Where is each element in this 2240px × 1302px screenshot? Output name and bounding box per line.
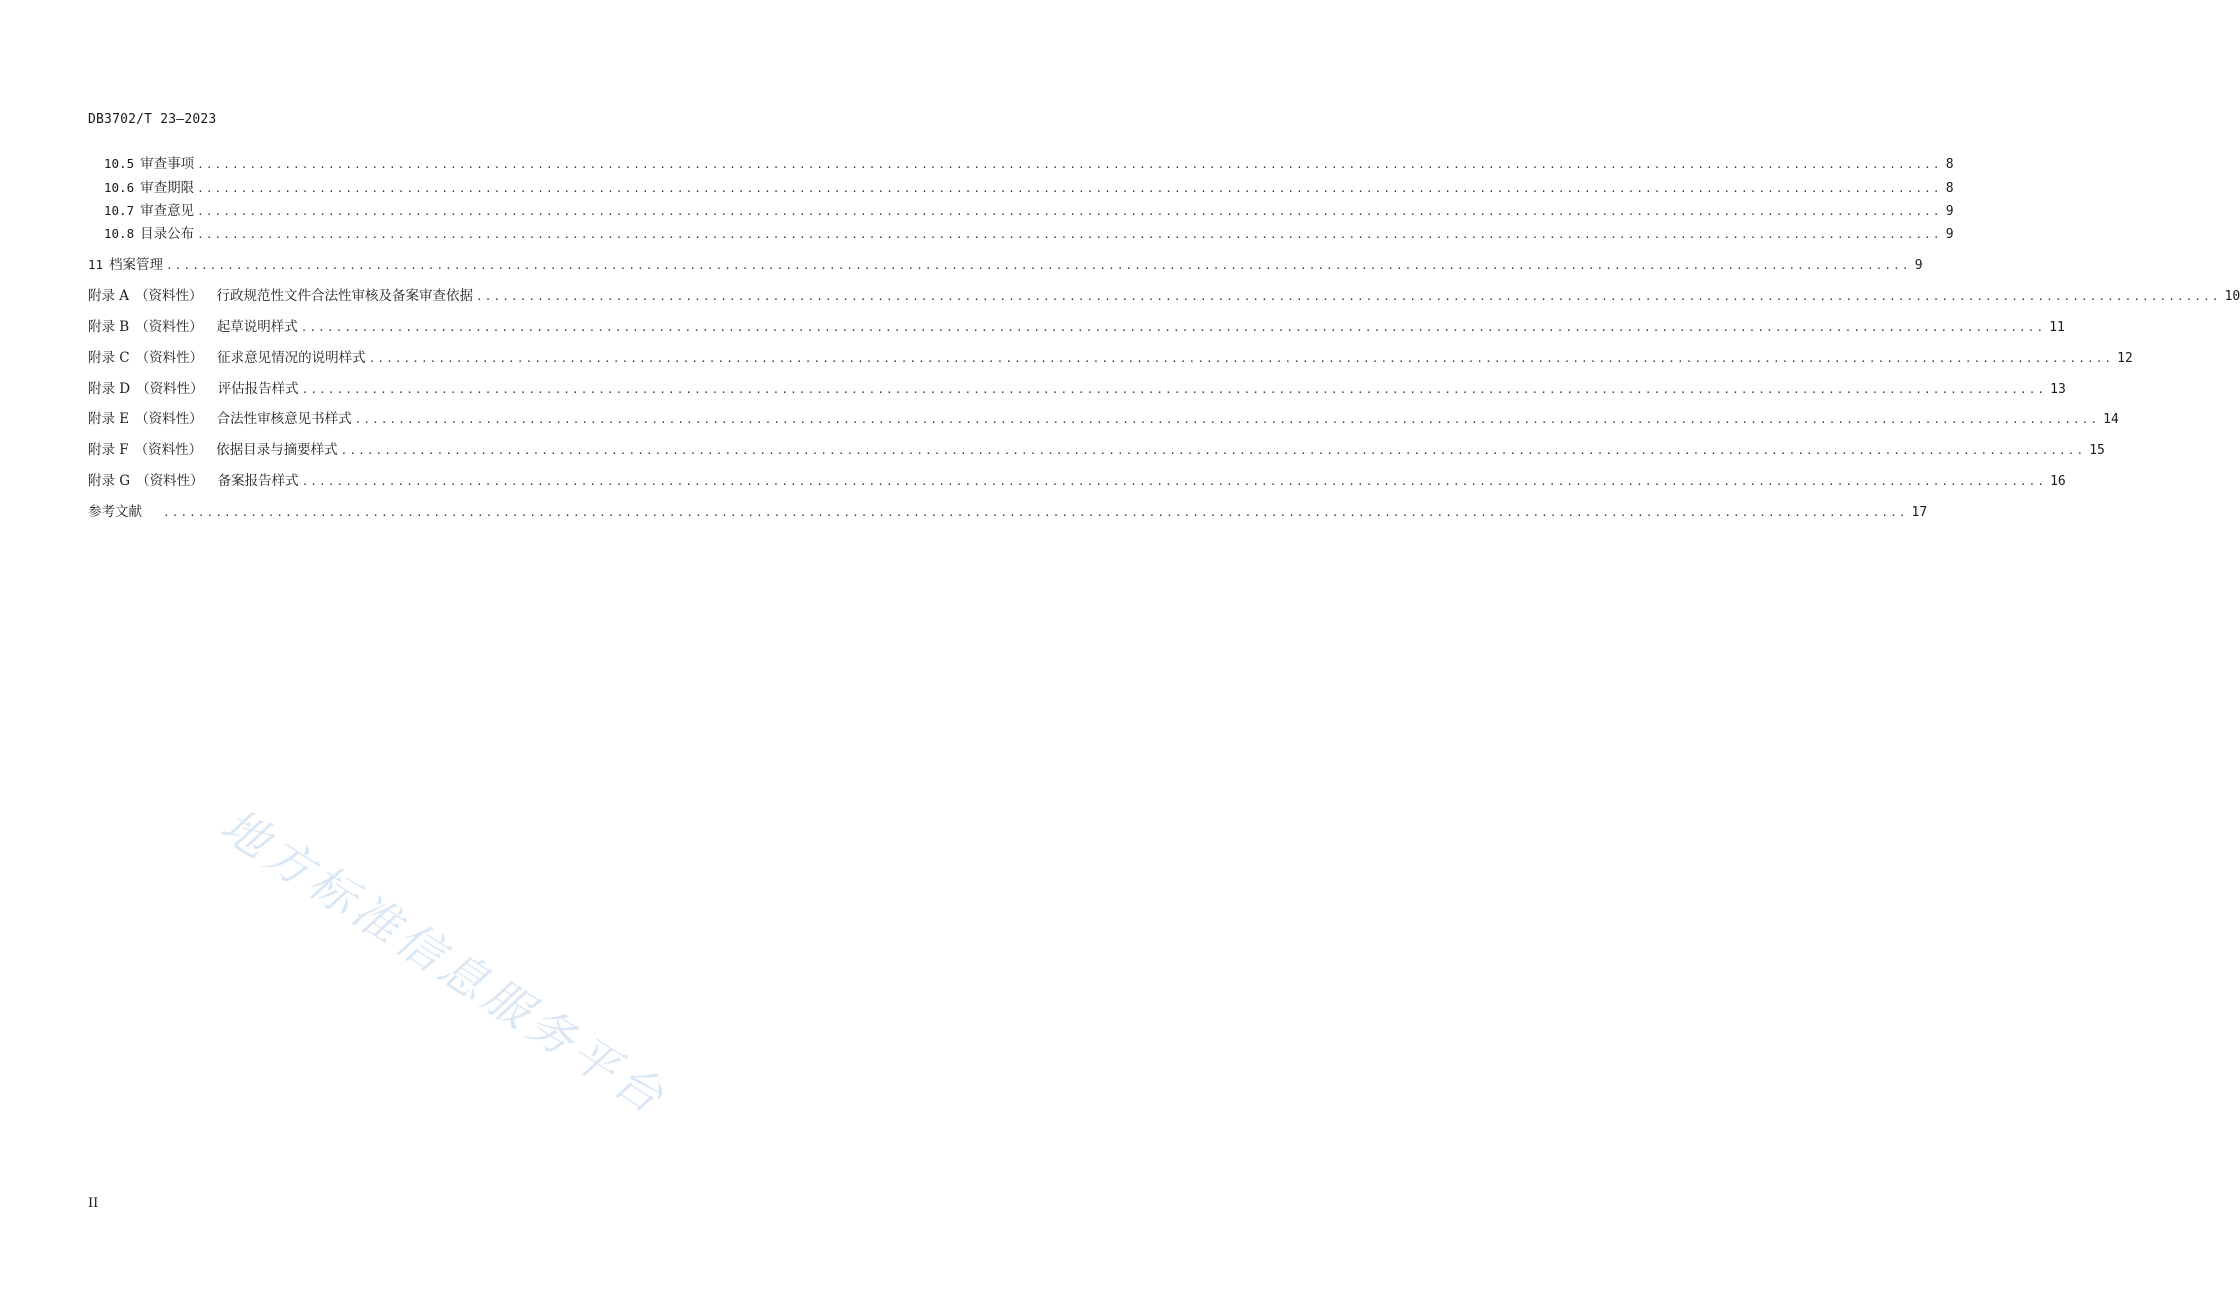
toc-entry-page: 10 [2224,289,2240,304]
toc-leader-dots: ........................................................................................................................................................................................................ [163,506,1908,519]
toc-leader-dots: ........................................................................................................................................................................................................ [301,475,2047,488]
toc-appendix-type: （资料性） [135,411,203,427]
toc-entry-appendix-e[interactable] [88,407,2119,427]
toc-appendix-type: （资料性） [136,381,204,397]
toc-entry-page: 12 [2117,351,2133,366]
toc-entry-appendix-f[interactable] [88,438,2105,458]
toc-appendix-prefix: 附录 G [88,473,131,489]
toc-appendix-type: （资料性） [136,473,204,489]
watermark-text: 地方标准信息服务平台 [211,797,678,1127]
toc-entry-title: 合法性审核意见书样式 [216,411,352,427]
toc-entry-title: 行政规范性文件合法性审核及备案审查依据 [216,288,474,304]
toc-entry-title: 审查期限 [140,180,195,196]
toc-entry-page: 9 [1945,227,1954,242]
toc-entry-number: 11 [88,257,104,272]
toc-entry-title: 参考文献 [88,504,142,520]
toc-entry-title: 起草说明样式 [216,319,298,335]
toc-entry-title: 评估报告样式 [217,381,299,397]
toc-entry-number: 10.5 [104,156,135,171]
toc-entry-title: 征求意见情况的说明样式 [217,350,366,366]
toc-appendix-prefix: 附录 D [88,381,131,397]
toc-entry-appendix-d[interactable] [88,377,2066,397]
toc-entry-appendix-c[interactable] [88,346,2133,366]
toc-leader-dots: ........................................................................................................................................................................................................ [197,205,1942,218]
toc-entry-page: 15 [2089,443,2105,458]
toc-entry-number: 10.7 [104,203,135,218]
toc-entry-10-8[interactable] [104,222,1954,242]
toc-entry-10-5[interactable] [104,152,1954,172]
toc-entry-title: 档案管理 [109,257,164,273]
document-code: DB3702/T 23—2023 [88,112,217,127]
toc-entry-title: 依据目录与摘要样式 [216,442,338,458]
toc-appendix-type: （资料性） [135,350,204,366]
toc-entry-page: 9 [1914,258,1923,273]
toc-leader-dots: ........................................................................................................................................................................................................ [197,158,1942,171]
toc-leader-dots: ........................................................................................................................................................................................................ [476,290,2221,303]
toc-appendix-prefix: 附录 B [88,319,130,335]
toc-entry-11[interactable] [88,253,1923,273]
toc-entry-page: 9 [1945,204,1954,219]
toc-leader-dots: ........................................................................................................................................................................................................ [166,259,1911,272]
toc-entry-title: 备案报告样式 [217,473,299,489]
toc-entry-references[interactable] [88,500,1928,520]
toc-entry-title: 目录公布 [140,226,195,242]
toc-entry-appendix-g[interactable] [88,469,2066,489]
toc-entry-page: 16 [2050,474,2066,489]
toc-entry-number: 10.6 [104,180,135,195]
toc-entry-appendix-a[interactable] [88,284,2240,304]
toc-entry-page: 8 [1945,181,1954,196]
toc-appendix-prefix: 附录 E [88,411,130,427]
toc-entry-page: 17 [1911,505,1928,520]
toc-entry-10-7[interactable] [104,199,1954,219]
toc-entry-appendix-b[interactable] [88,315,2065,335]
toc-entry-page: 11 [2049,320,2065,335]
toc-leader-dots: ........................................................................................................................................................................................................ [368,352,2114,365]
toc-leader-dots: ........................................................................................................................................................................................................ [354,413,2100,426]
toc-leader-dots: ........................................................................................................................................................................................................ [301,383,2047,396]
toc-entry-title: 审查意见 [140,203,195,219]
toc-appendix-prefix: 附录 A [88,288,130,304]
toc-leader-dots: ........................................................................................................................................................................................................ [197,182,1942,195]
toc-appendix-type: （资料性） [134,442,203,458]
toc-appendix-prefix: 附录 F [88,442,129,458]
toc-entry-page: 8 [1945,157,1954,172]
page-number-footer: II [88,1196,99,1211]
toc-entry-number: 10.8 [104,226,135,241]
toc-leader-dots: ........................................................................................................................................................................................................ [197,228,1942,241]
toc-entry-page: 14 [2103,412,2119,427]
toc-appendix-prefix: 附录 C [88,350,130,366]
toc-leader-dots: ........................................................................................................................................................................................................ [300,321,2046,334]
toc-appendix-type: （资料性） [135,288,203,304]
toc-leader-dots: ........................................................................................................................................................................................................ [340,444,2086,457]
toc-entry-10-6[interactable] [104,176,1954,196]
toc-entry-page: 13 [2050,382,2066,397]
toc-appendix-type: （资料性） [135,319,203,335]
toc-entry-title: 审查事项 [140,156,195,172]
